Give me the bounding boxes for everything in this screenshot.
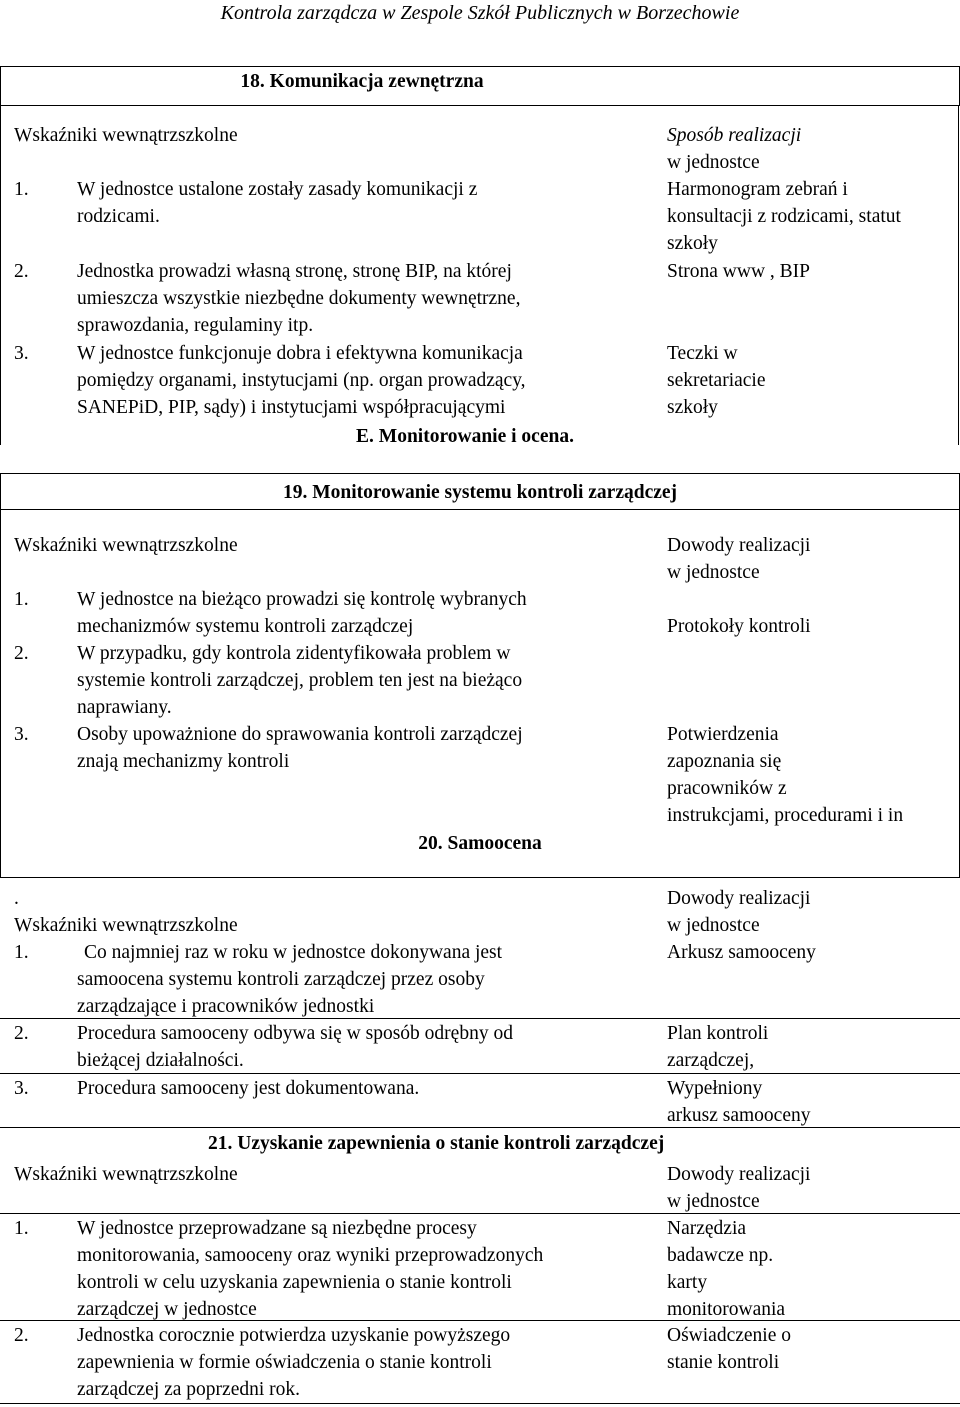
section-20-evidence-3 <box>667 1075 957 1129</box>
item-text <box>77 258 642 339</box>
evidence-line: instrukcjami, procedurami i in <box>667 805 904 826</box>
item-text <box>77 640 642 721</box>
section-20-rule-1 <box>0 1018 960 1019</box>
section-20-title: 20. Samoocena <box>418 833 542 854</box>
item-text <box>77 721 642 775</box>
item-text <box>84 939 649 966</box>
item-line: mechanizmów systemu kontroli zarządczej <box>77 616 414 637</box>
item-number: 3. <box>14 1078 29 1099</box>
item-line: znają mechanizmy kontroli <box>77 751 290 772</box>
item-line: zarządczej w jednostce <box>77 1299 257 1320</box>
section-19-indicators-label: Wskaźniki wewnątrzszkolne <box>14 535 238 556</box>
section-19-evidence-label: Dowody realizacji <box>667 535 811 556</box>
section-19-evidence-label2: w jednostce <box>667 562 760 583</box>
item-number: 1. <box>14 589 29 610</box>
section-21-evidence-label: Dowody realizacji <box>667 1164 811 1185</box>
evidence-line: monitorowania <box>667 1299 786 1320</box>
item-line: Co najmniej raz w roku w jednostce dokonywana jest <box>84 942 503 963</box>
item-line: sprawozdania, regulaminy itp. <box>77 315 314 336</box>
item-line: monitorowania, samooceny oraz wyniki przeprowadzonych <box>77 1245 544 1266</box>
item-number: 3. <box>14 724 29 745</box>
section-20-rule-3 <box>0 1127 960 1128</box>
section-20-indicators-label: Wskaźniki wewnątrzszkolne <box>14 915 238 936</box>
item-text <box>77 176 642 230</box>
section-21-rule-1 <box>0 1213 960 1214</box>
item-text <box>77 340 642 421</box>
section-20-dot: . <box>14 888 19 909</box>
item-line: W jednostce na bieżąco prowadzi się kontrolę wybranych <box>77 589 527 610</box>
section-18-method-1 <box>667 176 957 257</box>
section-18-method-label2: w jednostce <box>667 152 760 173</box>
section-21-evidence-2 <box>667 1322 957 1376</box>
evidence-line: badawcze np. <box>667 1245 774 1266</box>
section-18-left-border <box>0 106 1 445</box>
section-21-evidence-label2: w jednostce <box>667 1191 760 1212</box>
item-text <box>77 1020 642 1074</box>
item-line: W jednostce przeprowadzane są niezbędne procesy <box>77 1218 477 1239</box>
section-21-rule-bottom <box>0 1403 960 1404</box>
item-line: W jednostce funkcjonuje dobra i efektywna komunikacja <box>77 343 523 364</box>
evidence-line: Narzędzia <box>667 1218 747 1239</box>
evidence-line: zarządczej, <box>667 1050 755 1071</box>
section-20-evidence-1 <box>667 939 957 966</box>
section-21-rule-2 <box>0 1320 960 1321</box>
item-number: 2. <box>14 643 29 664</box>
method-line: konsultacji z rodzicami, statut <box>667 206 901 227</box>
section-20-evidence-2 <box>667 1020 957 1074</box>
item-line: systemie kontroli zarządczej, problem ten jest na bieżąco <box>77 670 523 691</box>
item-line: zapewnienia w formie oświadczenia o stanie kontroli <box>77 1352 492 1373</box>
item-line: Procedura samooceny jest dokumentowana. <box>77 1078 420 1099</box>
evidence-line: Arkusz samooceny <box>667 942 816 963</box>
section-19-title: 19. Monitorowanie systemu kontroli zarządczej <box>282 482 678 503</box>
evidence-line: karty <box>667 1272 708 1293</box>
item-number: 3. <box>14 343 29 364</box>
item-line: zarządczej za poprzedni rok. <box>77 1379 301 1400</box>
method-line: szkoły <box>667 397 718 418</box>
method-line: sekretariacie <box>667 370 766 391</box>
method-line: Teczki w <box>667 343 738 364</box>
item-number: 2. <box>14 261 29 282</box>
section-21-title: 21. Uzyskanie zapewnienia o stanie kontroli zarządczej <box>208 1133 665 1154</box>
evidence-line: Potwierdzenia <box>667 724 779 745</box>
section-18-method-2 <box>667 258 957 285</box>
section-21-indicators-label: Wskaźniki wewnątrzszkolne <box>14 1164 238 1185</box>
section-18-indicators-label: Wskaźniki wewnątrzszkolne <box>14 125 238 146</box>
item-line: Osoby upoważnione do sprawowania kontroli zarządczej <box>77 724 523 745</box>
item-text <box>77 1215 642 1323</box>
item-line: samoocena systemu kontroli zarządczej przez osoby <box>77 969 485 990</box>
item-number: 1. <box>14 1218 29 1239</box>
evidence-line: arkusz samooceny <box>667 1105 811 1126</box>
item-number: 1. <box>14 942 29 963</box>
section-19-evidence-2 <box>667 721 957 829</box>
section-21-evidence-1 <box>667 1215 957 1323</box>
item-number: 1. <box>14 179 29 200</box>
section-19-evidence-1 <box>667 613 957 640</box>
page-header: Kontrola zarządcza w Zespole Szkół Publicznych w Borzechowie <box>220 2 740 24</box>
evidence-line: Protokoły kontroli <box>667 616 811 637</box>
method-line: Strona www , BIP <box>667 261 811 282</box>
evidence-line: pracowników z <box>667 778 787 799</box>
section-20-evidence-label: Dowody realizacji <box>667 888 811 909</box>
section-20-evidence-label2: w jednostce <box>667 915 760 936</box>
item-text <box>77 1322 642 1403</box>
section-18-title: 18. Komunikacja zewnętrzna <box>240 71 484 92</box>
method-line: Harmonogram zebrań i <box>667 179 848 200</box>
item-text-continued <box>77 966 642 1020</box>
evidence-line: stanie kontroli <box>667 1352 780 1373</box>
item-text <box>77 1075 642 1102</box>
item-text <box>77 586 642 640</box>
subsection-e-title: E. Monitorowanie i ocena. <box>356 426 574 447</box>
section-18-method-3 <box>667 340 957 421</box>
section-18-method-label: Sposób realizacji <box>667 125 802 146</box>
evidence-line: zapoznania się <box>667 751 782 772</box>
item-line: zarządzające i pracowników jednostki <box>77 996 375 1017</box>
item-line: W jednostce ustalone zostały zasady komunikacji z <box>77 179 478 200</box>
item-line: rodzicami. <box>77 206 160 227</box>
item-number: 2. <box>14 1023 29 1044</box>
item-line: Procedura samooceny odbywa się w sposób odrębny od <box>77 1023 513 1044</box>
section-20-rule-2 <box>0 1073 960 1074</box>
item-line: umieszcza wszystkie niezbędne dokumenty wewnętrzne, <box>77 288 521 309</box>
item-line: SANEPiD, PIP, sądy) i instytucjami współpracującymi <box>77 397 506 418</box>
item-line: bieżącej działalności. <box>77 1050 244 1071</box>
method-line: szkoły <box>667 233 718 254</box>
evidence-line: Oświadczenie o <box>667 1325 791 1346</box>
evidence-line: Plan kontroli <box>667 1023 769 1044</box>
section-19-divider <box>0 509 960 510</box>
item-line: Jednostka corocznie potwierdza uzyskanie powyższego <box>77 1325 511 1346</box>
item-line: pomiędzy organami, instytucjami (np. organ prowadzący, <box>77 370 526 391</box>
item-line: kontroli w celu uzyskania zapewnienia o stanie kontroli <box>77 1272 512 1293</box>
item-line: Jednostka prowadzi własną stronę, stronę BIP, na której <box>77 261 512 282</box>
evidence-line: Wypełniony <box>667 1078 763 1099</box>
item-line: naprawiany. <box>77 697 172 718</box>
item-number: 2. <box>14 1325 29 1346</box>
section-18-right-border <box>958 106 959 445</box>
item-line: W przypadku, gdy kontrola zidentyfikowała problem w <box>77 643 511 664</box>
